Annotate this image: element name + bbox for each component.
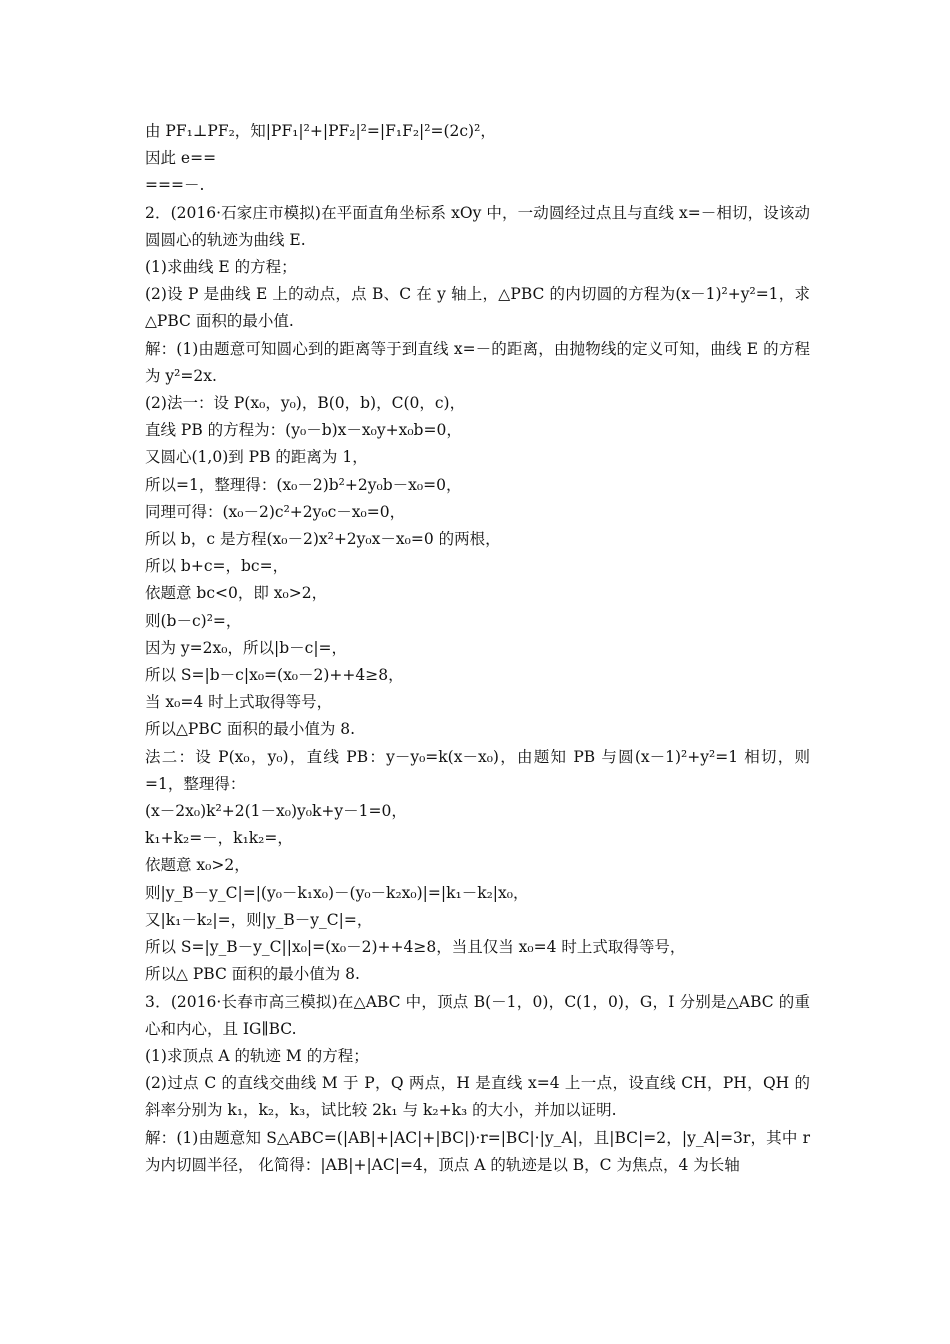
text-line: (2)过点 C 的直线交曲线 M 于 P，Q 两点，H 是直线 x=4 上一点，设直线 CH，PH，QH 的斜率分别为 k₁，k₂，k₃，试比较 2k₁ 与 k₂+k₃ 的大小，并加以证明.	[145, 1074, 810, 1120]
document-body	[145, 118, 810, 1179]
text-line: 因此 e==	[145, 149, 217, 168]
solution-text: 法二：设 P(x₀，y₀)，直线 PB：y－y₀=k(x－x₀)，由题知 PB 与圆(x－1)²+y²=1 相切，则=1，整理得：	[145, 747, 810, 793]
text-line: 直线 PB 的方程为：(y₀－b)x－x₀y+x₀b=0，	[145, 421, 462, 440]
text-line: 依题意 bc<0，即 x₀>2，	[145, 584, 328, 603]
text-line: (x－2x₀)k²+2(1－x₀)y₀k+y－1=0，	[145, 802, 407, 821]
text-line: 则|y_B－y_C|=|(y₀－k₁x₀)－(y₀－k₂x₀)|=|k₁－k₂|x₀，	[145, 883, 529, 902]
text-line: 因为 y=2x₀，所以|b－c|=，	[145, 638, 348, 657]
text-line: (2)设 P 是曲线 E 上的动点，点 B、C 在 y 轴上，△PBC 的内切圆的方程为(x－1)²+y²=1，求△PBC 面积的最小值.	[145, 285, 810, 331]
text-line: (2)法一：设 P(x₀，y₀)，B(0，b)，C(0，c)，	[145, 394, 466, 413]
text-line: 所以△PBC 面积的最小值为 8.	[145, 720, 356, 739]
problem-2-statement: 2．(2016·石家庄市模拟)在平面直角坐标系 xOy 中，一动圆经过点且与直线 x=－相切，设该动圆圆心的轨迹为曲线 E.	[145, 203, 810, 249]
text-line: 又圆心(1,0)到 PB 的距离为 1，	[145, 448, 368, 467]
text-line: 所以 S=|b－c|x₀=(x₀－2)++4≥8，	[145, 666, 404, 685]
text-line: 又|k₁－k₂|=，则|y_B－y_C|=，	[145, 910, 373, 929]
text-line: 当 x₀=4 时上式取得等号，	[145, 693, 333, 712]
text-line: 所以 b+c=，bc=，	[145, 557, 289, 576]
solution-text: 解：(1)由题意知 S△ABC=(|AB|+|AC|+|BC|)·r=|BC|·|y_A|，且|BC|=2，|y_A|=3r，其中 r 为内切圆半径， 化简得：|AB|+|AC|=4，顶点 A 的轨迹是以 B，C 为焦点，4 为长轴	[145, 1128, 810, 1174]
solution-text: 解：(1)由题意可知圆心到的距离等于到直线 x=－的距离，由抛物线的定义可知，曲线 E 的方程为 y²=2x.	[145, 339, 810, 385]
text-line: 同理可得：(x₀－2)c²+2y₀c－x₀=0，	[145, 502, 406, 521]
text-line: 所以=1，整理得：(x₀－2)b²+2y₀b－x₀=0，	[145, 475, 462, 494]
text-line: 则(b－c)²=，	[145, 611, 242, 630]
text-line: 所以 S=|y_B－y_C||x₀|=(x₀－2)++4≥8，当且仅当 x₀=4 时上式取得等号，	[145, 938, 686, 957]
text-line: 所以 b，c 是方程(x₀－2)x²+2y₀x－x₀=0 的两根，	[145, 530, 501, 549]
text-line: ===－.	[145, 176, 205, 195]
text-line: 由 PF₁⊥PF₂，知|PF₁|²+|PF₂|²=|F₁F₂|²=(2c)²，	[145, 122, 496, 140]
text-line: k₁+k₂=－，k₁k₂=，	[145, 829, 293, 848]
text-line: (1)求顶点 A 的轨迹 M 的方程；	[145, 1046, 369, 1065]
text-line: 所以△ PBC 面积的最小值为 8.	[145, 965, 360, 984]
text-line: (1)求曲线 E 的方程；	[145, 258, 297, 277]
problem-3-statement: 3．(2016·长春市高三模拟)在△ABC 中，顶点 B(－1，0)，C(1，0)，G，I 分别是△ABC 的重心和内心，且 IG∥BC.	[145, 992, 810, 1038]
text-line: 依题意 x₀>2，	[145, 856, 250, 875]
